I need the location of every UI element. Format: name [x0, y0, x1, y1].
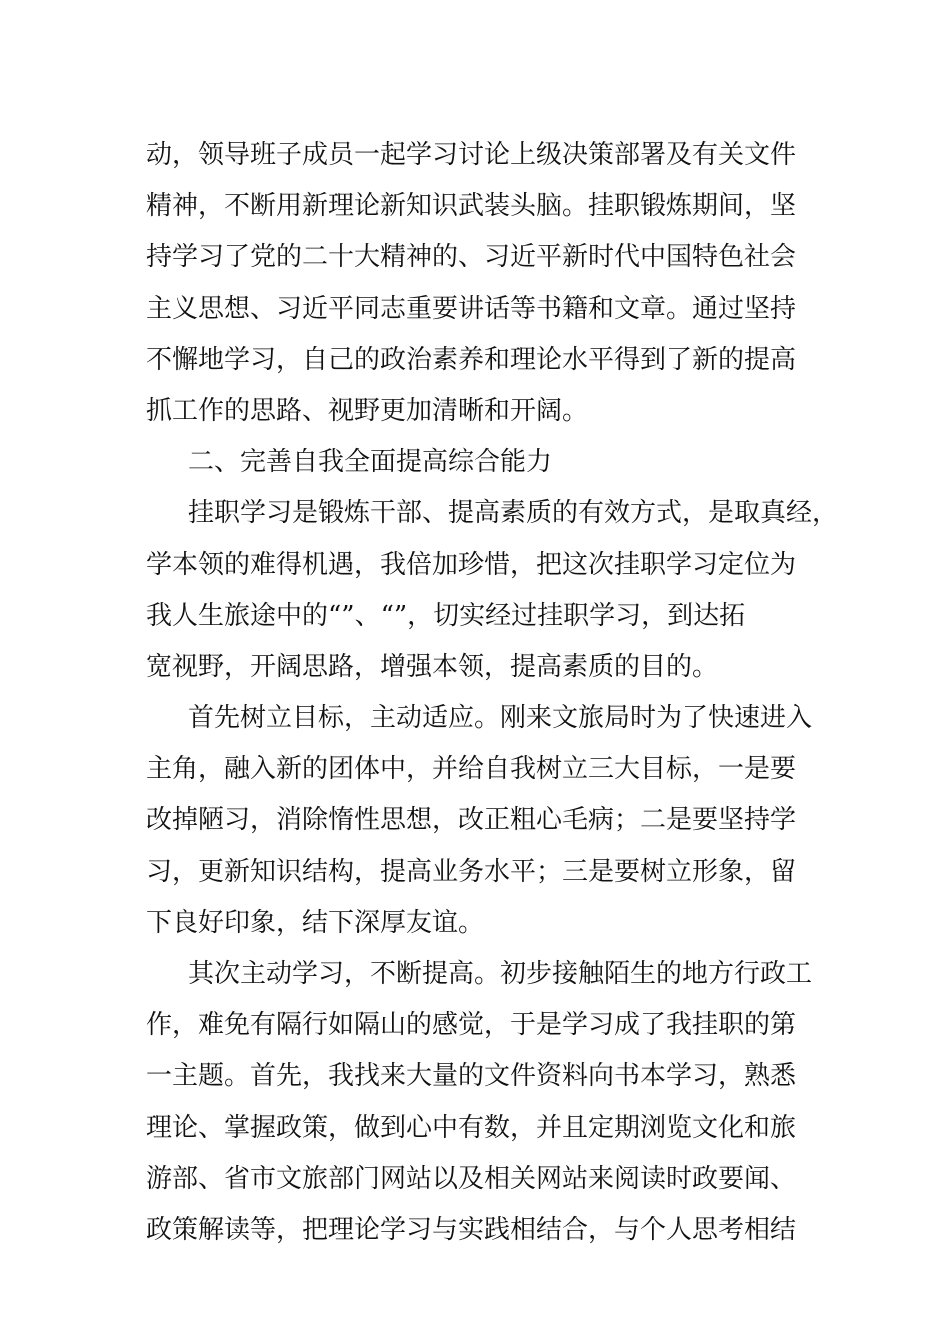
text-line: 抓工作的思路、视野更加清晰和开阔。 — [146, 395, 589, 426]
section-heading: 二、完善自我全面提高综合能力 — [188, 447, 553, 478]
text-line: 持学习了党的二十大精神的、习近平新时代中国特色社会 — [146, 242, 797, 273]
text-line: 不懈地学习，自己的政治素养和理论水平得到了新的提高 — [146, 344, 797, 375]
body-text — [146, 130, 839, 1256]
text-line: 游部、省市文旅部门网站以及相关网站来阅读时政要闻、 — [146, 1163, 797, 1194]
text-line: 宽视野，开阔思路，增强本领，提高素质的目的。 — [146, 651, 719, 682]
text-line: 下良好印象，结下深厚友谊。 — [146, 907, 485, 938]
text-line: 首先树立目标，主动适应。刚来文旅局时为了快速进入 — [188, 703, 813, 734]
text-line: 政策解读等，把理论学习与实践相结合，与个人思考相结 — [146, 1214, 797, 1245]
text-line: 理论、掌握政策，做到心中有数，并且定期浏览文化和旅 — [146, 1112, 797, 1143]
text-line: 改掉陋习，消除惰性思想，改正粗心毛病；二是要坚持学 — [146, 805, 797, 836]
text-line: 精神，不断用新理论新知识武装头脑。挂职锻炼期间，坚 — [146, 191, 797, 222]
text-line: 习，更新知识结构，提高业务水平；三是要树立形象，留 — [146, 856, 797, 887]
text-line: 动，领导班子成员一起学习讨论上级决策部署及有关文件 — [146, 140, 797, 170]
text-line: 主角，融入新的团体中，并给自我树立三大目标，一是要 — [146, 754, 797, 785]
text-line: 其次主动学习，不断提高。初步接触陌生的地方行政工 — [188, 959, 813, 989]
text-line: 我人生旅途中的“”、“”，切实经过挂职学习，到达拓 — [146, 600, 746, 631]
text-line: 作，难免有隔行如隔山的感觉，于是学习成了我挂职的第 — [146, 1010, 797, 1041]
text-line: 学本领的难得机遇，我倍加珍惜，把这次挂职学习定位为 — [146, 549, 797, 580]
text-line: 主义思想、习近平同志重要讲话等书籍和文章。通过坚持 — [146, 293, 797, 324]
text-line: 一主题。首先，我找来大量的文件资料向书本学习，熟悉 — [146, 1061, 797, 1092]
text-line: 挂职学习是锻炼干部、提高素质的有效方式，是取真经， — [188, 498, 839, 529]
